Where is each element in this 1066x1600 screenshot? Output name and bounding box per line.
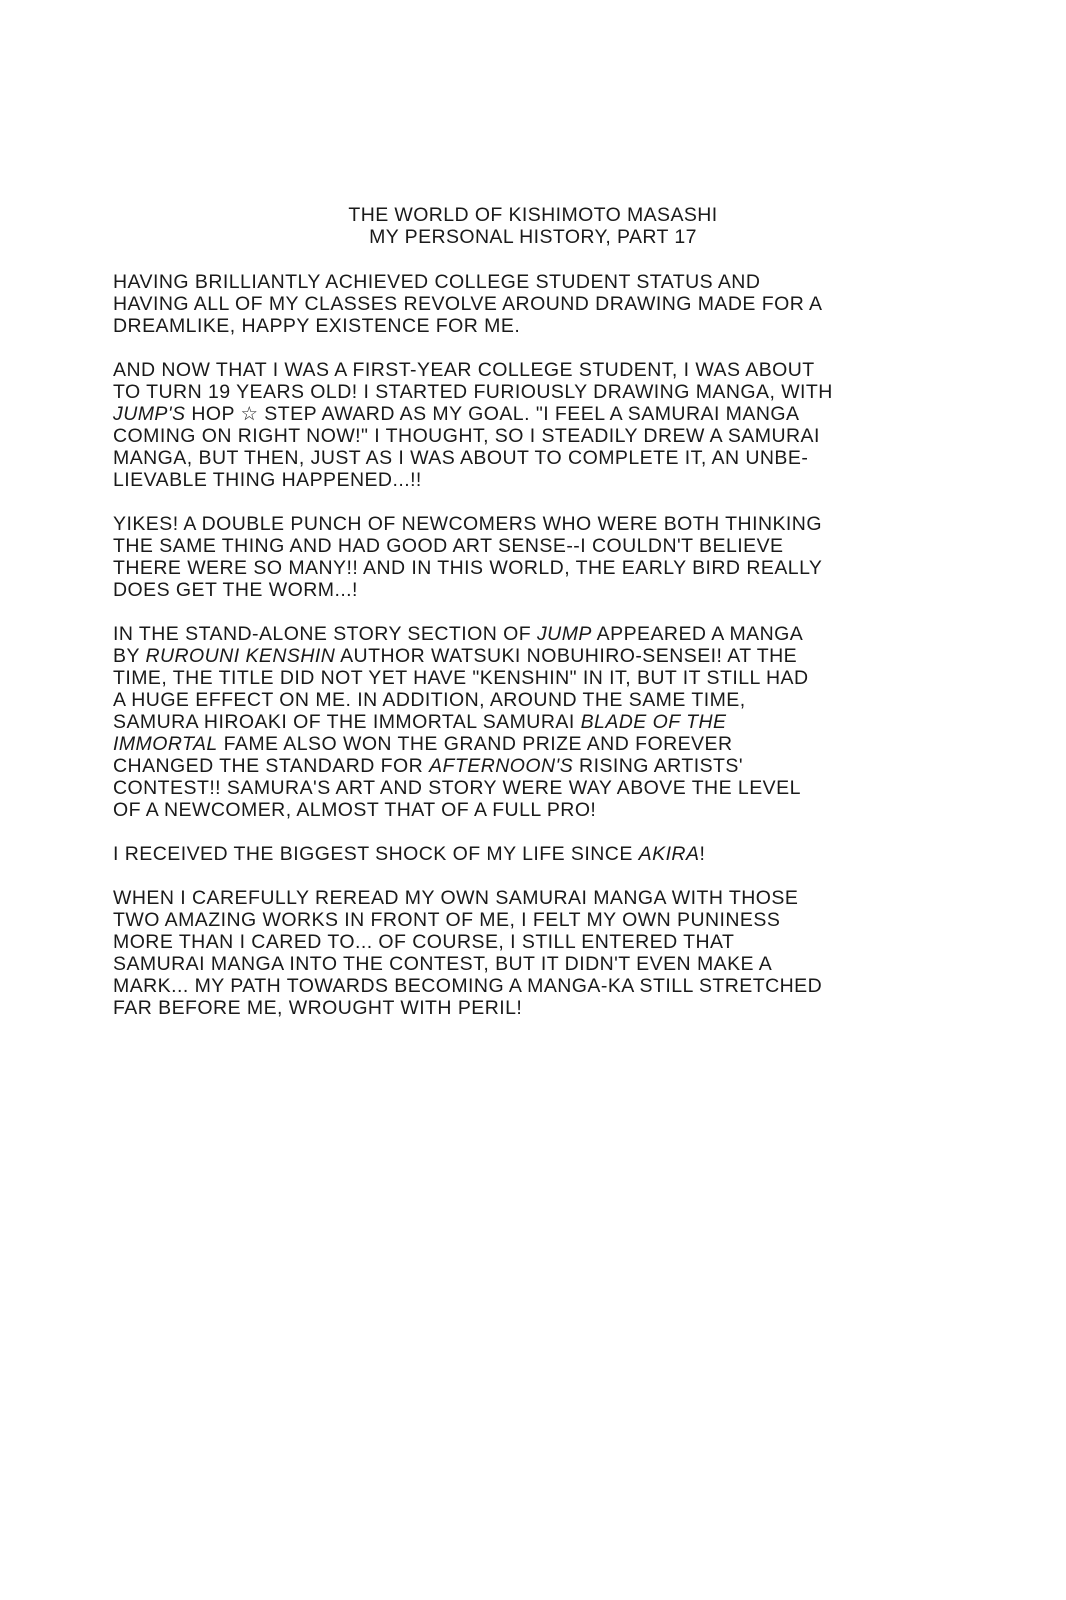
text-line	[113, 623, 933, 645]
text-line: A HUGE EFFECT ON ME. IN ADDITION, AROUND THE SAME TIME,	[113, 689, 746, 711]
paragraph-6	[113, 887, 933, 1019]
text-line: WHEN I CAREFULLY REREAD MY OWN SAMURAI MANGA WITH THOSE	[113, 887, 799, 909]
paragraph-4	[113, 623, 933, 821]
page-title	[113, 204, 933, 248]
text-span: APPEARED A MANGA	[591, 623, 804, 645]
text-line: AND NOW THAT I WAS A FIRST-YEAR COLLEGE STUDENT, I WAS ABOUT	[113, 359, 815, 381]
text-span: RISING ARTISTS'	[573, 755, 744, 777]
italic-text: JUMP	[536, 623, 592, 645]
text-line: SAMURAI MANGA INTO THE CONTEST, BUT IT DIDN'T EVEN MAKE A	[113, 953, 773, 975]
paragraph-2	[113, 359, 933, 491]
text-page	[113, 204, 933, 1041]
text-span: !	[699, 843, 706, 865]
text-line	[113, 843, 933, 865]
text-line: TIME, THE TITLE DID NOT YET HAVE "KENSHIN" IN IT, BUT IT STILL HAD	[113, 667, 809, 689]
text-line	[113, 711, 933, 733]
title-line-1: THE WORLD OF KISHIMOTO MASASHI	[348, 204, 718, 226]
text-span: SAMURA HIROAKI OF THE IMMORTAL SAMURAI	[113, 711, 581, 733]
italic-text: RUROUNI KENSHIN	[145, 645, 336, 667]
paragraph-3	[113, 513, 933, 601]
text-line: HAVING ALL OF MY CLASSES REVOLVE AROUND DRAWING MADE FOR A	[113, 293, 823, 315]
paragraph-1	[113, 271, 933, 337]
text-line: YIKES! A DOUBLE PUNCH OF NEWCOMERS WHO WERE BOTH THINKING	[113, 513, 822, 535]
text-line: TO TURN 19 YEARS OLD! I STARTED FURIOUSLY DRAWING MANGA, WITH	[113, 381, 833, 403]
text-span: AUTHOR WATSUKI NOBUHIRO-SENSEI! AT THE	[335, 645, 798, 667]
text-line: DREAMLIKE, HAPPY EXISTENCE FOR ME.	[113, 315, 521, 337]
italic-text: JUMP'S	[113, 403, 186, 425]
text-line: FAR BEFORE ME, WROUGHT WITH PERIL!	[113, 997, 523, 1019]
italic-text: AKIRA	[638, 843, 700, 865]
text-span: I RECEIVED THE BIGGEST SHOCK OF MY LIFE SINCE	[113, 843, 639, 865]
text-line: THERE WERE SO MANY!! AND IN THIS WORLD, THE EARLY BIRD REALLY	[113, 557, 823, 579]
text-line: MANGA, BUT THEN, JUST AS I WAS ABOUT TO COMPLETE IT, AN UNBE-	[113, 447, 809, 469]
text-line: COMING ON RIGHT NOW!" I THOUGHT, SO I STEADILY DREW A SAMURAI	[113, 425, 820, 447]
text-span: BY	[113, 645, 146, 667]
text-line: CONTEST!! SAMURA'S ART AND STORY WERE WAY ABOVE THE LEVEL	[113, 777, 801, 799]
paragraph-5	[113, 843, 933, 865]
italic-text: AFTERNOON'S	[429, 755, 574, 777]
text-line	[113, 403, 933, 425]
text-line: MARK... MY PATH TOWARDS BECOMING A MANGA-KA STILL STRETCHED	[113, 975, 823, 997]
text-line: LIEVABLE THING HAPPENED...!!	[113, 469, 422, 491]
title-line-2: MY PERSONAL HISTORY, PART 17	[369, 226, 697, 248]
text-line: MORE THAN I CARED TO... OF COURSE, I STILL ENTERED THAT	[113, 931, 735, 953]
italic-text: BLADE OF THE	[580, 711, 727, 733]
italic-text: IMMORTAL	[113, 733, 218, 755]
text-line: TWO AMAZING WORKS IN FRONT OF ME, I FELT MY OWN PUNINESS	[113, 909, 781, 931]
text-line: HAVING BRILLIANTLY ACHIEVED COLLEGE STUDENT STATUS AND	[113, 271, 761, 293]
text-line	[113, 733, 933, 755]
text-span: IN THE STAND-ALONE STORY SECTION OF	[113, 623, 537, 645]
text-line	[113, 645, 933, 667]
text-span: CHANGED THE STANDARD FOR	[113, 755, 430, 777]
text-span: HOP ☆ STEP AWARD AS MY GOAL. "I FEEL A SAMURAI MANGA	[185, 403, 800, 425]
text-span: FAME ALSO WON THE GRAND PRIZE AND FOREVER	[217, 733, 733, 755]
text-line	[113, 755, 933, 777]
text-line: OF A NEWCOMER, ALMOST THAT OF A FULL PRO!	[113, 799, 597, 821]
text-line: THE SAME THING AND HAD GOOD ART SENSE--I COULDN'T BELIEVE	[113, 535, 784, 557]
text-line: DOES GET THE WORM...!	[113, 579, 358, 601]
